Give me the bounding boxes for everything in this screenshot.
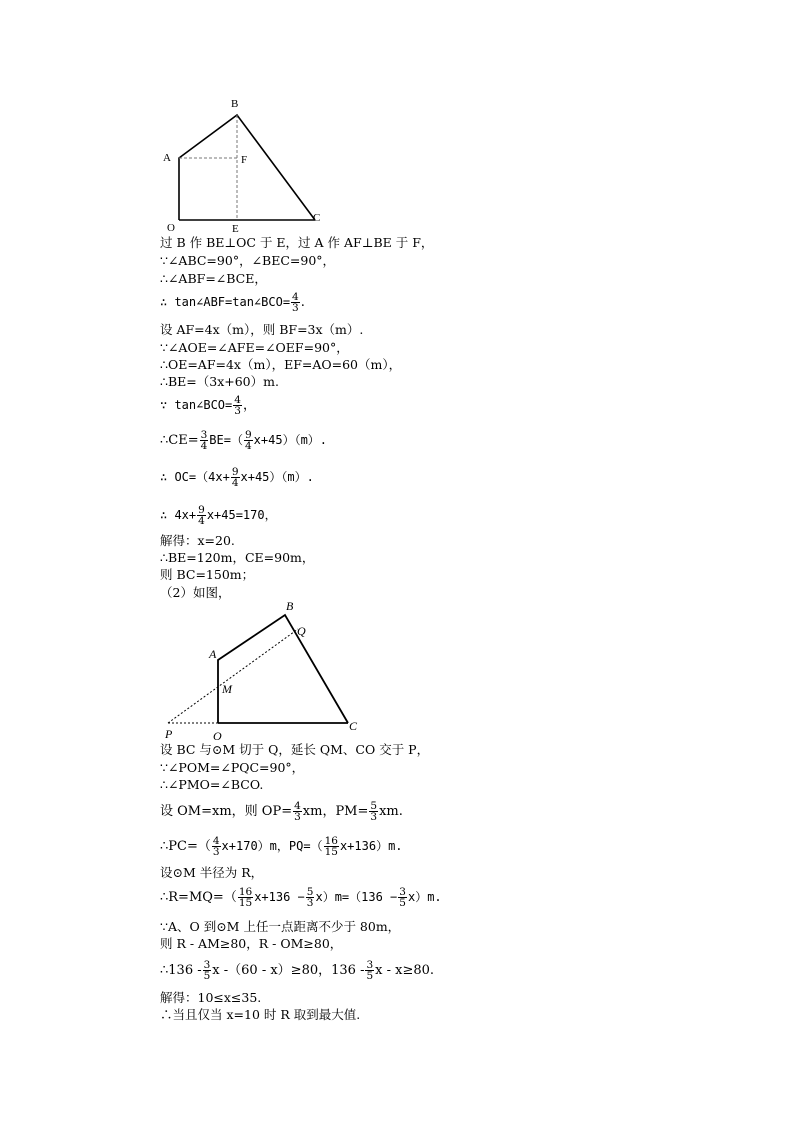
text-line-17: 设 BC 与⊙M 切于 Q，延长 QM、CO 交于 P， xyxy=(160,742,430,757)
text-line-1: 过 B 作 BE⊥OC 于 E，过 A 作 AF⊥BE 于 F， xyxy=(160,235,434,250)
fraction-denominator: 3 xyxy=(306,897,314,909)
fraction-numerator: 4 xyxy=(234,394,241,406)
line-23-c: x）m=（136 − xyxy=(315,890,398,904)
label-o: O xyxy=(167,222,175,234)
line-11-b: x+45）（m）. xyxy=(240,470,314,484)
line-23-a: ∴R=MQ=（ xyxy=(160,890,237,905)
text-line-22: 设⊙M 半径为 R， xyxy=(160,865,264,880)
label-o: O xyxy=(213,729,222,743)
text-line-28: ∴当且仅当 x=10 时 R 取到最大值. xyxy=(160,1007,361,1022)
line-20-c: xm. xyxy=(379,804,403,819)
text-line-6: ∵∠AOE=∠AFE=∠OEF=90°， xyxy=(160,340,349,355)
text-line-5: 设 AF=4x（m），则 BF=3x（m）. xyxy=(160,322,364,337)
fraction-numerator: 3 xyxy=(200,429,208,441)
fraction xyxy=(365,960,374,981)
line-12-b: x+45=170， xyxy=(206,508,277,522)
text-line-20 xyxy=(160,801,403,822)
fraction-denominator: 4 xyxy=(200,440,208,452)
fraction-numerator: 9 xyxy=(244,429,252,441)
text-line-13: 解得：x=20. xyxy=(160,533,235,548)
line-21-b: x+170）m，PQ=（ xyxy=(221,839,323,853)
text-line-3: ∴∠ABF=∠BCE， xyxy=(160,271,267,286)
fraction-denominator: 3 xyxy=(370,811,378,823)
fraction-denominator: 3 xyxy=(234,405,241,417)
line-23-b: x+136 − xyxy=(254,890,305,904)
line-10-c: x+45）（m）. xyxy=(253,433,328,447)
text-line-26 xyxy=(160,960,434,981)
fraction xyxy=(398,887,407,908)
text-line-16: （2）如图， xyxy=(160,585,231,600)
fraction-numerator: 3 xyxy=(203,959,211,971)
fraction xyxy=(200,430,209,451)
fraction-numerator: 4 xyxy=(212,835,220,847)
line-11-a: ∴ OC=（4x+ xyxy=(160,470,230,484)
label-c: C xyxy=(349,719,358,733)
line-4-a: ∴ tan∠ABF=tan∠BCO= xyxy=(160,295,291,309)
fraction xyxy=(369,801,378,822)
fraction-denominator: 4 xyxy=(244,440,252,452)
fraction xyxy=(291,292,300,313)
fraction xyxy=(306,887,315,908)
fraction-numerator: 3 xyxy=(366,959,374,971)
label-q: Q xyxy=(297,624,306,638)
line-9-b: ， xyxy=(242,398,256,413)
label-b: B xyxy=(231,98,239,110)
fraction xyxy=(203,960,212,981)
text-line-24: ∵A、O 到⊙M 上任一点距离不少于 80m， xyxy=(160,919,401,934)
line-10-a: ∴CE= xyxy=(160,433,199,448)
text-line-25: 则 R - AM≥80，R - OM≥80， xyxy=(160,936,343,951)
text-line-15: 则 BC=150m； xyxy=(160,567,255,582)
fraction-denominator: 3 xyxy=(292,302,299,314)
line-10-b: BE=（ xyxy=(209,433,243,447)
fraction xyxy=(231,467,240,488)
fraction-numerator: 5 xyxy=(370,800,378,812)
fraction xyxy=(324,836,339,857)
fraction-numerator: 4 xyxy=(294,800,301,812)
label-b: B xyxy=(286,599,294,613)
text-line-23 xyxy=(160,887,442,908)
fraction-numerator: 5 xyxy=(306,886,314,898)
fraction xyxy=(293,801,302,822)
line-9-a: ∵ tan∠BCO= xyxy=(160,398,233,412)
line-21-c: x+136）m. xyxy=(339,839,403,853)
fraction xyxy=(197,505,206,526)
line-4-b: . xyxy=(300,295,305,310)
text-line-27: 解得：10≤x≤35. xyxy=(160,990,262,1005)
text-line-21 xyxy=(160,836,403,857)
text-line-4 xyxy=(160,292,305,313)
fraction-denominator: 3 xyxy=(212,846,220,858)
label-m: M xyxy=(222,682,232,696)
text-line-11 xyxy=(160,467,314,488)
label-c: C xyxy=(313,212,321,224)
line-26-a: ∴136 - xyxy=(160,963,202,978)
line-23-e: x）m. xyxy=(407,890,442,904)
text-line-18: ∵∠POM=∠PQC=90°， xyxy=(160,760,305,775)
fraction-denominator: 5 xyxy=(366,970,374,982)
text-line-12 xyxy=(160,505,277,526)
fraction-numerator: 16 xyxy=(324,835,338,847)
text-line-19: ∴∠PMO=∠BCO. xyxy=(160,777,264,792)
fraction-denominator: 5 xyxy=(399,897,406,909)
line-26-c: x - x≥80. xyxy=(375,963,435,978)
text-line-9 xyxy=(160,395,256,416)
line-12-a: ∴ 4x+ xyxy=(160,508,197,522)
fraction-denominator: 5 xyxy=(203,970,211,982)
fraction-numerator: 4 xyxy=(292,291,299,303)
line-20-b: xm，PM= xyxy=(302,804,369,819)
label-e: E xyxy=(232,223,239,235)
text-line-8: ∴BE=（3x+60）m. xyxy=(160,374,279,389)
label-p: P xyxy=(165,727,173,741)
figure-1-outline xyxy=(179,115,315,220)
fraction-numerator: 9 xyxy=(231,466,239,478)
figure-2-diagram xyxy=(155,598,370,746)
text-line-10 xyxy=(160,430,327,451)
fraction-numerator: 16 xyxy=(238,886,253,898)
line-26-b: x -（60 - x）≥80，136 - xyxy=(212,963,365,978)
label-f: F xyxy=(241,154,248,166)
text-line-14: ∴BE=120m，CE=90m， xyxy=(160,550,315,565)
fraction xyxy=(244,430,253,451)
fraction-denominator: 4 xyxy=(231,477,239,489)
fraction-denominator: 3 xyxy=(294,811,301,823)
figure-2-line-pq xyxy=(168,629,298,723)
line-21-a: ∴PC=（ xyxy=(160,839,211,854)
fraction xyxy=(238,887,253,908)
fraction-numerator: 9 xyxy=(198,504,205,516)
text-line-2: ∵∠ABC=90°，∠BEC=90°， xyxy=(160,253,336,268)
fraction-denominator: 15 xyxy=(238,897,253,909)
figure-2-outline xyxy=(218,615,348,723)
fraction xyxy=(212,836,221,857)
fraction-denominator: 4 xyxy=(198,515,205,527)
text-line-7: ∴OE=AF=4x（m），EF=AO=60（m）， xyxy=(160,357,402,372)
figure-1-diagram xyxy=(155,95,335,235)
label-a: A xyxy=(163,152,171,164)
fraction-denominator: 15 xyxy=(324,846,338,858)
fraction xyxy=(233,395,242,416)
label-a: A xyxy=(209,647,217,661)
line-20-a: 设 OM=xm，则 OP= xyxy=(160,804,293,819)
fraction-numerator: 3 xyxy=(399,886,406,898)
